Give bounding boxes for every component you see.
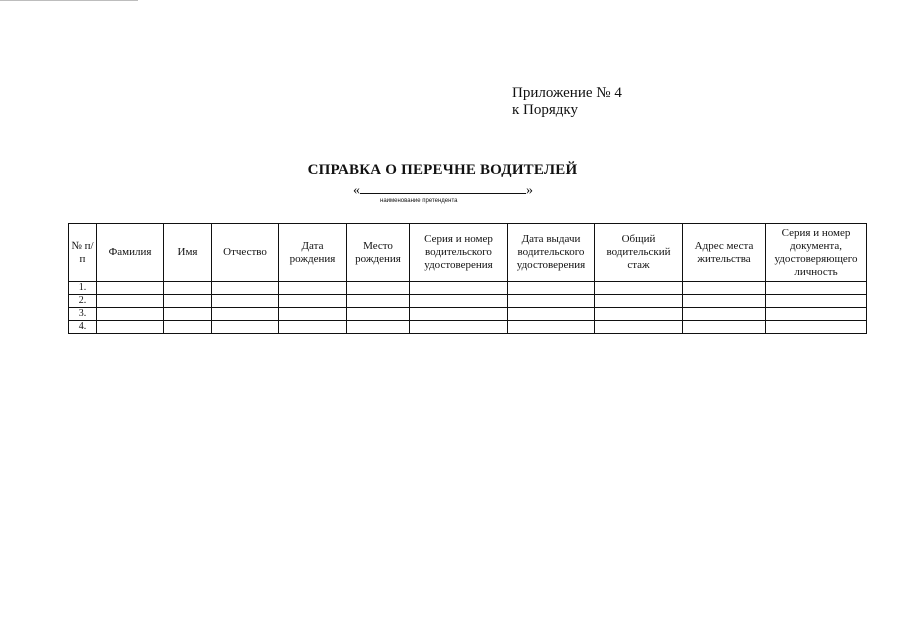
header-cell: № п/п <box>69 224 97 282</box>
table-cell <box>766 295 867 308</box>
row-number-cell: 3. <box>69 308 97 321</box>
table-cell <box>683 295 766 308</box>
table-cell <box>595 321 683 334</box>
scan-edge-line <box>0 0 138 1</box>
table-cell <box>97 295 164 308</box>
table-cell <box>508 282 595 295</box>
table-cell <box>164 282 212 295</box>
table-cell <box>97 308 164 321</box>
table-cell <box>410 295 508 308</box>
table-cell <box>212 282 279 295</box>
table-cell <box>279 295 347 308</box>
table-row <box>69 308 867 321</box>
table-cell <box>410 321 508 334</box>
table-cell <box>410 282 508 295</box>
header-cell: Имя <box>164 224 212 282</box>
applicant-name-line <box>353 181 533 199</box>
table-cell <box>766 308 867 321</box>
table-cell <box>766 321 867 334</box>
open-quote: « <box>353 183 360 198</box>
table-cell <box>212 295 279 308</box>
applicant-name-blank <box>360 181 526 194</box>
table-cell <box>508 295 595 308</box>
table-cell <box>595 308 683 321</box>
table-cell <box>347 321 410 334</box>
header-cell: Серия и номер документа, удостоверяющего личность <box>766 224 867 282</box>
table-cell <box>97 282 164 295</box>
table-cell <box>164 295 212 308</box>
header-cell: Отчество <box>212 224 279 282</box>
table-cell <box>766 282 867 295</box>
table-cell <box>212 308 279 321</box>
row-number-cell: 2. <box>69 295 97 308</box>
appendix-reference <box>512 85 622 119</box>
table-cell <box>97 321 164 334</box>
table-cell <box>347 282 410 295</box>
table-cell <box>595 295 683 308</box>
header-cell: Общий водительский стаж <box>595 224 683 282</box>
table-cell <box>164 321 212 334</box>
table-header-row <box>69 224 867 282</box>
table-cell <box>347 308 410 321</box>
table-cell <box>212 321 279 334</box>
header-cell: Фамилия <box>97 224 164 282</box>
table-row <box>69 295 867 308</box>
table-cell <box>164 308 212 321</box>
row-number-cell: 1. <box>69 282 97 295</box>
table-cell <box>347 295 410 308</box>
table-cell <box>595 282 683 295</box>
table-cell <box>410 308 508 321</box>
row-number-cell: 4. <box>69 321 97 334</box>
table-cell <box>508 308 595 321</box>
header-cell: Место рождения <box>347 224 410 282</box>
table-cell <box>683 308 766 321</box>
table-row <box>69 321 867 334</box>
table-row <box>69 282 867 295</box>
table-cell <box>279 308 347 321</box>
table-body <box>69 282 867 334</box>
document-title: СПРАВКА О ПЕРЕЧНЕ ВОДИТЕЛЕЙ <box>307 162 578 178</box>
table-cell <box>279 321 347 334</box>
header-cell: Дата выдачи водительского удостоверения <box>508 224 595 282</box>
header-cell: Дата рождения <box>279 224 347 282</box>
appendix-order: к Порядку <box>512 102 578 118</box>
appendix-number: Приложение № 4 <box>512 85 622 101</box>
close-quote: » <box>526 183 533 198</box>
header-cell: Серия и номер водительского удостоверения <box>410 224 508 282</box>
header-cell: Адрес места жительства <box>683 224 766 282</box>
table-cell <box>683 282 766 295</box>
table-cell <box>683 321 766 334</box>
drivers-table <box>68 223 867 334</box>
applicant-caption: наименование претендента <box>380 198 458 204</box>
table-cell <box>508 321 595 334</box>
table-cell <box>279 282 347 295</box>
